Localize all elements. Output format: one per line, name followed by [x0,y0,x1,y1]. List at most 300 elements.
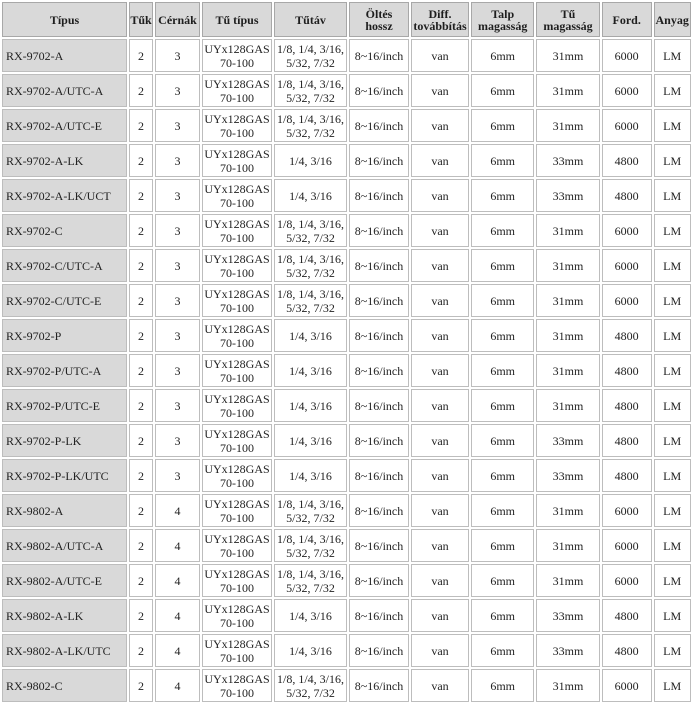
cell-diff-tovabbitas: van [411,109,469,142]
cell-tuk: 2 [129,39,153,72]
cell-tipus: RX-9802-A/UTC-A [2,529,127,562]
cell-tutav [274,599,347,632]
cell-tutav [274,529,347,562]
cell-anyag: LM [654,319,691,352]
cell-tu-tipus-line: UYx128GAS [204,566,270,581]
cell-anyag: LM [654,389,691,422]
cell-tu-tipus [202,599,272,632]
cell-tu-tipus [202,669,272,702]
cell-tutav [274,494,347,527]
cell-cernak: 3 [155,319,200,352]
cell-tutav-line: 1/4, 3/16 [289,468,332,483]
cell-tuk: 2 [129,599,153,632]
cell-talp-magassag: 6mm [471,354,534,387]
cell-tu-tipus [202,284,272,317]
cell-tutav-line: 5/32, 7/32 [286,580,335,595]
header-oltes-hossz: Öltés hossz [349,2,409,37]
cell-oltes-hossz: 8~16/inch [349,389,409,422]
cell-tu-tipus [202,109,272,142]
cell-tuk: 2 [129,109,153,142]
cell-tutav-line: 1/8, 1/4, 3/16, [276,566,344,581]
cell-anyag: LM [654,284,691,317]
cell-tuk: 2 [129,494,153,527]
cell-tutav-line: 1/8, 1/4, 3/16, [276,76,344,91]
cell-diff-tovabbitas: van [411,39,469,72]
header-cernak: Cérnák [155,2,200,37]
cell-talp-magassag: 6mm [471,179,534,212]
cell-ford: 6000 [602,109,652,142]
cell-tu-tipus-line: 70-100 [220,160,254,175]
cell-oltes-hossz: 8~16/inch [349,599,409,632]
cell-oltes-hossz: 8~16/inch [349,494,409,527]
cell-tu-magassag: 33mm [536,179,599,212]
cell-ford: 4800 [602,424,652,457]
table-row [2,599,691,632]
cell-tu-tipus [202,249,272,282]
cell-cernak: 3 [155,144,200,177]
cell-tipus: RX-9702-A [2,39,127,72]
cell-ford: 4800 [602,144,652,177]
cell-anyag: LM [654,669,691,702]
cell-tu-tipus [202,74,272,107]
cell-tu-magassag: 31mm [536,214,599,247]
cell-tutav-line: 1/4, 3/16 [289,608,332,623]
cell-tipus: RX-9702-P-LK [2,424,127,457]
cell-tu-tipus [202,529,272,562]
cell-oltes-hossz: 8~16/inch [349,109,409,142]
cell-tutav [274,109,347,142]
cell-tipus: RX-9702-P/UTC-E [2,389,127,422]
cell-tipus: RX-9702-P [2,319,127,352]
cell-anyag: LM [654,74,691,107]
cell-ford: 6000 [602,564,652,597]
cell-tipus: RX-9802-A [2,494,127,527]
cell-tutav-line: 5/32, 7/32 [286,510,335,525]
cell-tu-tipus-line: 70-100 [220,440,254,455]
cell-diff-tovabbitas: van [411,459,469,492]
table-row [2,669,691,702]
cell-tutav [274,424,347,457]
cell-oltes-hossz: 8~16/inch [349,249,409,282]
cell-tu-magassag: 31mm [536,564,599,597]
cell-diff-tovabbitas: van [411,599,469,632]
table-row [2,249,691,282]
cell-oltes-hossz: 8~16/inch [349,669,409,702]
cell-talp-magassag: 6mm [471,144,534,177]
table-row [2,494,691,527]
cell-cernak: 3 [155,109,200,142]
cell-tuk: 2 [129,249,153,282]
cell-talp-magassag: 6mm [471,669,534,702]
cell-tutav [274,634,347,667]
cell-talp-magassag: 6mm [471,459,534,492]
cell-tuk: 2 [129,529,153,562]
cell-ford: 4800 [602,319,652,352]
cell-tutav [274,564,347,597]
table-row [2,319,691,352]
cell-tutav [274,74,347,107]
cell-tu-tipus [202,459,272,492]
cell-tutav-line: 5/32, 7/32 [286,90,335,105]
cell-diff-tovabbitas: van [411,634,469,667]
cell-tu-tipus [202,424,272,457]
cell-tu-tipus [202,634,272,667]
cell-anyag: LM [654,354,691,387]
cell-tutav-line: 1/4, 3/16 [289,328,332,343]
cell-tuk: 2 [129,214,153,247]
table-row [2,354,691,387]
cell-tu-tipus-line: UYx128GAS [204,146,270,161]
cell-tutav [274,354,347,387]
cell-tutav [274,319,347,352]
cell-tu-tipus [202,39,272,72]
cell-tu-magassag: 31mm [536,319,599,352]
cell-tu-tipus-line: 70-100 [220,545,254,560]
cell-diff-tovabbitas: van [411,529,469,562]
header-row [2,2,691,37]
cell-tipus: RX-9702-A-LK [2,144,127,177]
cell-tutav-line: 1/8, 1/4, 3/16, [276,251,344,266]
cell-diff-tovabbitas: van [411,669,469,702]
cell-oltes-hossz: 8~16/inch [349,39,409,72]
cell-talp-magassag: 6mm [471,599,534,632]
cell-tu-tipus [202,354,272,387]
cell-ford: 6000 [602,74,652,107]
cell-tu-tipus-line: UYx128GAS [204,181,270,196]
table-row [2,389,691,422]
cell-tu-magassag: 31mm [536,249,599,282]
cell-talp-magassag: 6mm [471,494,534,527]
cell-tuk: 2 [129,319,153,352]
header-anyag: Anyag [654,2,691,37]
cell-talp-magassag: 6mm [471,389,534,422]
cell-tu-tipus-line: 70-100 [220,125,254,140]
cell-tutav-line: 1/8, 1/4, 3/16, [276,671,344,686]
cell-tutav [274,179,347,212]
cell-ford: 6000 [602,494,652,527]
cell-talp-magassag: 6mm [471,109,534,142]
cell-ford: 6000 [602,669,652,702]
cell-diff-tovabbitas: van [411,354,469,387]
cell-tutav [274,214,347,247]
cell-diff-tovabbitas: van [411,564,469,597]
cell-tu-tipus-line: UYx128GAS [204,461,270,476]
cell-tuk: 2 [129,144,153,177]
cell-tuk: 2 [129,564,153,597]
cell-oltes-hossz: 8~16/inch [349,424,409,457]
cell-tu-magassag: 31mm [536,494,599,527]
cell-cernak: 3 [155,284,200,317]
cell-tutav-line: 1/4, 3/16 [289,398,332,413]
cell-anyag: LM [654,214,691,247]
cell-talp-magassag: 6mm [471,564,534,597]
cell-talp-magassag: 6mm [471,214,534,247]
cell-cernak: 3 [155,214,200,247]
table-row [2,74,691,107]
cell-tu-magassag: 31mm [536,389,599,422]
cell-tutav-line: 1/4, 3/16 [289,433,332,448]
cell-cernak: 4 [155,529,200,562]
cell-tuk: 2 [129,74,153,107]
cell-anyag: LM [654,599,691,632]
header-tutav: Tűtáv [274,2,347,37]
cell-tu-tipus-line: UYx128GAS [204,671,270,686]
table-header [2,2,691,37]
cell-cernak: 4 [155,669,200,702]
cell-cernak: 3 [155,354,200,387]
cell-tutav-line: 1/4, 3/16 [289,643,332,658]
cell-tutav-line: 1/8, 1/4, 3/16, [276,496,344,511]
cell-tutav [274,459,347,492]
header-tu-magassag: Tű magasság [536,2,599,37]
cell-diff-tovabbitas: van [411,319,469,352]
cell-tipus: RX-9702-C/UTC-A [2,249,127,282]
cell-talp-magassag: 6mm [471,284,534,317]
cell-tutav-line: 1/4, 3/16 [289,188,332,203]
cell-tu-magassag: 31mm [536,39,599,72]
cell-tutav [274,249,347,282]
cell-tuk: 2 [129,354,153,387]
cell-tutav-line: 5/32, 7/32 [286,685,335,700]
cell-tu-tipus-line: 70-100 [220,475,254,490]
cell-tu-tipus-line: 70-100 [220,335,254,350]
cell-tu-tipus-line: UYx128GAS [204,111,270,126]
cell-oltes-hossz: 8~16/inch [349,564,409,597]
cell-oltes-hossz: 8~16/inch [349,74,409,107]
cell-cernak: 4 [155,564,200,597]
table-row [2,634,691,667]
cell-cernak: 3 [155,389,200,422]
cell-tutav-line: 5/32, 7/32 [286,545,335,560]
cell-oltes-hossz: 8~16/inch [349,529,409,562]
cell-diff-tovabbitas: van [411,494,469,527]
cell-tutav-line: 5/32, 7/32 [286,300,335,315]
cell-tu-tipus-line: UYx128GAS [204,601,270,616]
cell-tutav-line: 1/4, 3/16 [289,363,332,378]
cell-diff-tovabbitas: van [411,214,469,247]
cell-tu-tipus-line: 70-100 [220,685,254,700]
cell-talp-magassag: 6mm [471,249,534,282]
header-talp-magassag: Talp magasság [471,2,534,37]
header-tipus: Típus [2,2,127,37]
cell-oltes-hossz: 8~16/inch [349,179,409,212]
cell-ford: 6000 [602,214,652,247]
cell-tu-tipus-line: UYx128GAS [204,426,270,441]
table-row [2,214,691,247]
cell-cernak: 3 [155,424,200,457]
table-row [2,459,691,492]
cell-oltes-hossz: 8~16/inch [349,144,409,177]
table-row [2,144,691,177]
cell-anyag: LM [654,529,691,562]
cell-tu-tipus-line: UYx128GAS [204,286,270,301]
cell-diff-tovabbitas: van [411,424,469,457]
cell-tu-tipus [202,214,272,247]
cell-ford: 4800 [602,179,652,212]
cell-talp-magassag: 6mm [471,319,534,352]
cell-tipus: RX-9702-A/UTC-A [2,74,127,107]
cell-anyag: LM [654,634,691,667]
cell-tutav-line: 1/4, 3/16 [289,153,332,168]
cell-diff-tovabbitas: van [411,284,469,317]
cell-oltes-hossz: 8~16/inch [349,634,409,667]
cell-ford: 4800 [602,354,652,387]
cell-tu-tipus [202,389,272,422]
cell-tutav-line: 1/8, 1/4, 3/16, [276,41,344,56]
cell-tu-tipus-line: UYx128GAS [204,251,270,266]
cell-tuk: 2 [129,669,153,702]
cell-anyag: LM [654,564,691,597]
cell-anyag: LM [654,109,691,142]
cell-diff-tovabbitas: van [411,389,469,422]
cell-tu-tipus-line: 70-100 [220,300,254,315]
cell-oltes-hossz: 8~16/inch [349,214,409,247]
cell-tu-tipus-line: 70-100 [220,510,254,525]
cell-ford: 4800 [602,389,652,422]
cell-diff-tovabbitas: van [411,179,469,212]
cell-tutav [274,144,347,177]
cell-talp-magassag: 6mm [471,74,534,107]
cell-anyag: LM [654,179,691,212]
cell-tutav-line: 5/32, 7/32 [286,265,335,280]
cell-talp-magassag: 6mm [471,634,534,667]
cell-tu-magassag: 31mm [536,74,599,107]
cell-ford: 6000 [602,529,652,562]
header-tu-tipus: Tű típus [202,2,272,37]
cell-tuk: 2 [129,459,153,492]
cell-talp-magassag: 6mm [471,529,534,562]
cell-cernak: 3 [155,39,200,72]
header-ford: Ford. [602,2,652,37]
cell-tu-tipus-line: 70-100 [220,370,254,385]
cell-tipus: RX-9702-P/UTC-A [2,354,127,387]
table-row [2,179,691,212]
cell-tu-tipus-line: UYx128GAS [204,41,270,56]
cell-tipus: RX-9702-C [2,214,127,247]
cell-oltes-hossz: 8~16/inch [349,459,409,492]
cell-tipus: RX-9802-A-LK/UTC [2,634,127,667]
cell-tipus: RX-9802-A/UTC-E [2,564,127,597]
cell-tipus: RX-9702-P-LK/UTC [2,459,127,492]
cell-tu-tipus [202,144,272,177]
cell-tipus: RX-9702-A/UTC-E [2,109,127,142]
cell-tutav-line: 5/32, 7/32 [286,230,335,245]
cell-talp-magassag: 6mm [471,424,534,457]
cell-tu-magassag: 33mm [536,424,599,457]
cell-oltes-hossz: 8~16/inch [349,354,409,387]
cell-tu-magassag: 31mm [536,109,599,142]
table-row [2,424,691,457]
cell-cernak: 3 [155,249,200,282]
table-row [2,564,691,597]
cell-tipus: RX-9702-C/UTC-E [2,284,127,317]
cell-diff-tovabbitas: van [411,74,469,107]
cell-tu-tipus [202,494,272,527]
cell-cernak: 4 [155,494,200,527]
table-body [2,39,691,702]
cell-tu-tipus [202,564,272,597]
cell-anyag: LM [654,459,691,492]
cell-tu-magassag: 33mm [536,459,599,492]
cell-tu-magassag: 33mm [536,634,599,667]
cell-tu-magassag: 33mm [536,144,599,177]
cell-tu-tipus-line: UYx128GAS [204,356,270,371]
cell-tuk: 2 [129,284,153,317]
cell-tutav [274,389,347,422]
cell-oltes-hossz: 8~16/inch [349,284,409,317]
cell-tu-tipus-line: 70-100 [220,90,254,105]
cell-tuk: 2 [129,179,153,212]
cell-tipus: RX-9702-A-LK/UCT [2,179,127,212]
cell-tu-tipus-line: 70-100 [220,55,254,70]
header-tuk: Tűk [129,2,153,37]
cell-cernak: 4 [155,634,200,667]
cell-tu-tipus-line: UYx128GAS [204,216,270,231]
table-row [2,109,691,142]
cell-tutav-line: 5/32, 7/32 [286,55,335,70]
cell-diff-tovabbitas: van [411,249,469,282]
cell-anyag: LM [654,494,691,527]
cell-ford: 6000 [602,39,652,72]
cell-cernak: 3 [155,459,200,492]
cell-ford: 6000 [602,249,652,282]
cell-tu-tipus-line: UYx128GAS [204,321,270,336]
cell-tutav-line: 1/8, 1/4, 3/16, [276,286,344,301]
cell-tuk: 2 [129,424,153,457]
cell-tu-tipus-line: 70-100 [220,615,254,630]
cell-ford: 4800 [602,599,652,632]
cell-tutav [274,39,347,72]
cell-tipus: RX-9802-A-LK [2,599,127,632]
cell-tuk: 2 [129,389,153,422]
cell-tu-magassag: 31mm [536,354,599,387]
cell-tu-magassag: 31mm [536,669,599,702]
cell-tu-magassag: 31mm [536,529,599,562]
cell-tu-tipus-line: 70-100 [220,580,254,595]
table-row [2,529,691,562]
cell-tu-tipus-line: 70-100 [220,405,254,420]
cell-cernak: 3 [155,74,200,107]
cell-ford: 6000 [602,284,652,317]
cell-cernak: 3 [155,179,200,212]
cell-tutav-line: 5/32, 7/32 [286,125,335,140]
cell-diff-tovabbitas: van [411,144,469,177]
cell-tu-tipus-line: 70-100 [220,195,254,210]
cell-oltes-hossz: 8~16/inch [349,319,409,352]
cell-tu-magassag: 31mm [536,284,599,317]
cell-tuk: 2 [129,634,153,667]
cell-tutav-line: 1/8, 1/4, 3/16, [276,531,344,546]
header-diff-tovabbitas: Diff. továbbítás [411,2,469,37]
cell-talp-magassag: 6mm [471,39,534,72]
cell-tu-tipus-line: UYx128GAS [204,636,270,651]
cell-tu-tipus-line: UYx128GAS [204,496,270,511]
table-row [2,39,691,72]
cell-tutav-line: 1/8, 1/4, 3/16, [276,216,344,231]
cell-tu-tipus-line: 70-100 [220,265,254,280]
cell-tutav [274,669,347,702]
cell-anyag: LM [654,39,691,72]
cell-tu-tipus [202,179,272,212]
cell-tipus: RX-9802-C [2,669,127,702]
cell-tu-tipus-line: UYx128GAS [204,531,270,546]
cell-ford: 4800 [602,459,652,492]
cell-cernak: 4 [155,599,200,632]
cell-tutav [274,284,347,317]
cell-anyag: LM [654,424,691,457]
cell-tu-tipus-line: 70-100 [220,650,254,665]
cell-tu-tipus-line: UYx128GAS [204,391,270,406]
